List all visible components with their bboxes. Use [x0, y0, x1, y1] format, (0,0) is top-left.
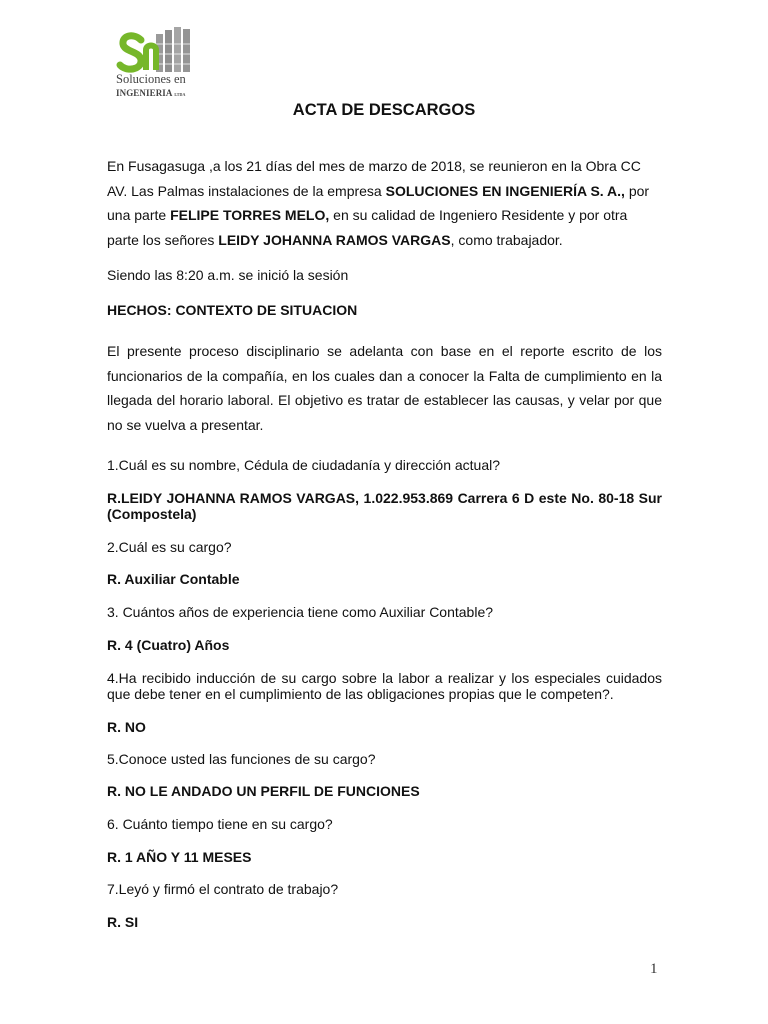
logo-text: [116, 72, 186, 102]
company-logo: [112, 24, 212, 104]
company-name: SOLUCIONES EN INGENIERÍA S. A.,: [385, 182, 625, 199]
question-3: 3. Cuántos años de experiencia tiene como Auxiliar Contable?: [107, 604, 494, 620]
answer-5: R. NO LE ANDADO UN PERFIL DE FUNCIONES: [107, 783, 420, 799]
question-1: 1.Cuál es su nombre, Cédula de ciudadanía y dirección actual?: [107, 457, 501, 473]
document-title: ACTA DE DESCARGOS: [292, 101, 476, 119]
question-4: 4.Ha recibido inducción de su cargo sobre la labor a realizar y los especiales cuidados que debe tener en el cumplimiento de las obligaciones propias que le competen?.: [107, 670, 662, 702]
answer-3: R. 4 (Cuatro) Años: [107, 637, 230, 653]
logo-mark-icon: [112, 24, 212, 74]
logo-line2: INGENIERIA LTDA: [116, 88, 186, 98]
question-6: 6. Cuánto tiempo tiene en su cargo?: [107, 816, 333, 832]
person-engineer: FELIPE TORRES MELO,: [170, 207, 330, 223]
intro-paragraph: En Fusagasuga ,a los 21 días del mes de marzo de 2018, se reunieron en la Obra CC AV. Las Palmas instalaciones de la empresa SOLUCIONES EN INGENIERÍA S. A., por una parte FELIPE TORRES MELO, en su calidad de Ingeniero Residente y por otra parte los señores LEIDY JOHANNA RAMOS VARGAS, como trabajador.: [107, 158, 650, 248]
question-5: 5.Conoce usted las funciones de su cargo?: [107, 751, 376, 767]
logo-line1: Soluciones en: [116, 72, 186, 86]
answer-2: R. Auxiliar Contable: [107, 571, 240, 587]
answer-6: R. 1 AÑO Y 11 MESES: [107, 849, 252, 865]
question-7: 7.Leyó y firmó el contrato de trabajo?: [107, 881, 339, 897]
question-2: 2.Cuál es su cargo?: [107, 539, 232, 555]
answer-7: R. SI: [107, 914, 139, 930]
page-number: 1: [650, 961, 658, 977]
person-worker: LEIDY JOHANNA RAMOS VARGAS: [218, 231, 451, 248]
session-line: Siendo las 8:20 a.m. se inició la sesión: [107, 267, 349, 283]
facts-heading: HECHOS: CONTEXTO DE SITUACION: [107, 302, 358, 318]
answer-1: R.LEIDY JOHANNA RAMOS VARGAS, 1.022.953.869 Carrera 6 D este No. 80-18 Sur (Compostela): [107, 490, 662, 522]
description-paragraph: El presente proceso disciplinario se adelanta con base en el reporte escrito de los funcionarios de la compañía, en los cuales dan a conocer la Falta de cumplimiento en la llegada del horario laboral. El objetivo es tratar de establecer las causas, y velar por que no se vuelva a presentar.: [107, 343, 662, 433]
answer-4: R. NO: [107, 719, 146, 735]
